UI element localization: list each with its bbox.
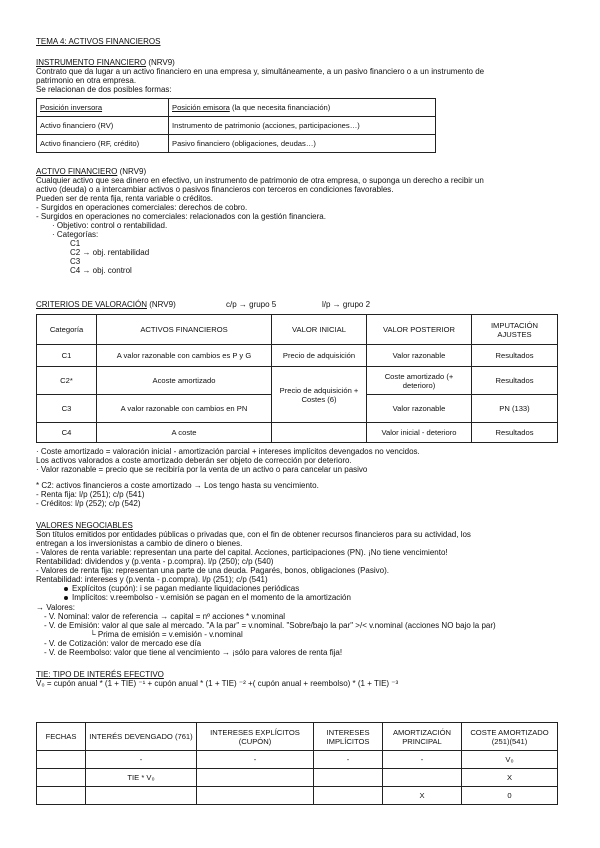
criterios-heading-line	[36, 300, 176, 309]
activo-category: C3	[70, 257, 81, 266]
activo-line: - Surgidos en operaciones comerciales: derechos de cobro.	[36, 203, 248, 212]
table-header-cell: Posición inversora	[37, 99, 169, 117]
criterios-note: - Renta fija: l/p (251); c/p (541)	[36, 490, 145, 499]
valores-heading: VALORES NEGOCIABLES	[36, 521, 133, 530]
table-header-cell: INTERESES EXPLÍCITOS (CUPÓN)	[197, 723, 314, 751]
table-cell	[197, 787, 314, 805]
table-cell: A valor razonable con cambios en PN	[97, 395, 272, 423]
instrumento-table	[36, 98, 436, 153]
instrumento-text-1: Contrato que da lugar a un activo financiero en una empresa y, simultáneamente, a un pasivo financiero o a un instrumento de	[36, 67, 485, 76]
activo-category: C2 → obj. rentabilidad	[70, 248, 150, 257]
table-cell: V₀	[462, 751, 558, 769]
valores-line: Rentabilidad: dividendos y (p.venta - p.compra). l/p (250); c/p (540)	[36, 557, 274, 566]
valores-line: - Valores de renta fija: representan una parte de una deuda. Pagarés, bonos, obligaciones (Pasivo).	[36, 566, 389, 575]
tie-formula: V₀ = cupón anual * (1 + TIE) ⁻¹ + cupón anual * (1 + TIE) ⁻² +( cupón anual + reembolso) * (1 + TIE) ⁻³	[36, 679, 399, 688]
activo-line: activo (deuda) o a intercambiar activos o pasivos financieros con terceros en condiciones favorables.	[36, 185, 394, 194]
table-cell: X	[462, 769, 558, 787]
table-header-cell: INTERÉS DEVENGADO (761)	[86, 723, 197, 751]
table-cell: -	[86, 751, 197, 769]
table-cell: C2*	[37, 367, 97, 395]
activo-category: C4 → obj. control	[70, 266, 132, 275]
table-row	[37, 751, 558, 769]
activo-line: · Categorías:	[52, 230, 99, 239]
table-cell: -	[314, 751, 383, 769]
activo-ref: (NRV9)	[119, 167, 147, 176]
criterios-note: · Coste amortizado = valoración inicial - amortización parcial + intereses implícitos devengados no vencidos.	[36, 447, 420, 456]
table-cell	[314, 787, 383, 805]
valores-line: Son títulos emitidos por entidades públicas o privadas que, con el fin de obtener recursos financieros para su actividad, los	[36, 530, 471, 539]
table-header-cell: FECHAS	[37, 723, 86, 751]
table-header-cell: AMORTIZACIÓN PRINCIPAL	[383, 723, 462, 751]
table-cell: PN (133)	[472, 395, 558, 423]
table-cell: Resultados	[472, 345, 558, 367]
activo-heading: ACTIVO FINANCIERO	[36, 167, 118, 176]
table-cell: Valor inicial - deterioro	[367, 423, 472, 443]
table-header-cell: ACTIVOS FINANCIEROS	[97, 315, 272, 345]
table-header-cell: COSTE AMORTIZADO (251)(541)	[462, 723, 558, 751]
table-cell: TIE * V₀	[86, 769, 197, 787]
table-cell: Instrumento de patrimonio (acciones, participaciones…)	[169, 117, 436, 135]
table-cell: Valor razonable	[367, 395, 472, 423]
activo-line: · Objetivo: control o rentabilidad.	[52, 221, 168, 230]
criterios-note: * C2: activos financieros a coste amortizado → Los tengo hasta su vencimiento.	[36, 481, 319, 490]
table-row	[37, 723, 558, 751]
criterios-note: Los activos valorados a coste amortizado deberán ser objeto de corrección por deterioro.	[36, 456, 352, 465]
valores-line: - V. de Cotización: valor de mercado ese día	[44, 639, 202, 648]
table-header-cell: VALOR POSTERIOR	[367, 315, 472, 345]
table-row	[37, 787, 558, 805]
valores-line: - V. Nominal: valor de referencia → capital = nº acciones * v.nominal	[44, 612, 286, 621]
tie-heading: TIE: TIPO DE INTERÉS EFECTIVO	[36, 670, 164, 679]
table-cell: C4	[37, 423, 97, 443]
table-cell	[37, 751, 86, 769]
valores-line: entregan a los inversionistas a cambio de dinero o bienes.	[36, 539, 243, 548]
table-row	[37, 345, 558, 367]
table-cell: Precio de adquisición	[272, 345, 367, 367]
table-cell: Precio de adquisición + Costes (6)	[272, 367, 367, 423]
instrumento-ref: (NRV9)	[148, 58, 175, 67]
table-cell: Coste amortizado (+ deterioro)	[367, 367, 472, 395]
table-cell: Activo financiero (RF, crédito)	[37, 135, 169, 153]
table-cell	[37, 769, 86, 787]
table-cell: C3	[37, 395, 97, 423]
page-title: TEMA 4: ACTIVOS FINANCIEROS	[36, 37, 161, 46]
table-cell: Acoste amortizado	[97, 367, 272, 395]
bullet-icon	[64, 587, 68, 591]
criterios-table	[36, 314, 558, 443]
criterios-heading: CRITERIOS DE VALORACIÓN	[36, 300, 147, 309]
criterios-note-cp: c/p → grupo 5	[226, 300, 277, 309]
table-cell	[383, 769, 462, 787]
valores-line: └ Prima de emisión = v.emisión - v.nominal	[90, 630, 243, 639]
table-cell: -	[383, 751, 462, 769]
activo-category: C1	[70, 239, 81, 248]
table-cell: A valor razonable con cambios es P y G	[97, 345, 272, 367]
activo-line: Cualquier activo que sea dinero en efectivo, un instrumento de patrimonio de otra empresa, o suponga un derecho a recibir un	[36, 176, 484, 185]
valores-line: - V. de Reembolso: valor que tiene al vencimiento → ¡sólo para valores de renta fija!	[44, 648, 343, 657]
table-row	[37, 769, 558, 787]
table-cell: X	[383, 787, 462, 805]
table-row	[37, 367, 558, 395]
instrumento-text-2: patrimonio en otra empresa.	[36, 76, 137, 85]
instrumento-heading: INSTRUMENTO FINANCIERO	[36, 58, 147, 67]
table-cell: Resultados	[472, 367, 558, 395]
criterios-note: - Créditos: l/p (252); c/p (542)	[36, 499, 141, 508]
table-cell	[314, 769, 383, 787]
table-header-cell: Categoría	[37, 315, 97, 345]
table-header-cell: VALOR INICIAL	[272, 315, 367, 345]
table-row	[37, 117, 436, 135]
table-header-cell: IMPUTACIÓN AJUSTES	[472, 315, 558, 345]
table-header-cell: Posición emisora (la que necesita financiación)	[169, 99, 436, 117]
table-cell: Valor razonable	[367, 345, 472, 367]
table-cell: 0	[462, 787, 558, 805]
table-cell: A coste	[97, 423, 272, 443]
activo-heading-line	[36, 167, 146, 176]
table-cell	[86, 787, 197, 805]
table-cell: C1	[37, 345, 97, 367]
valores-line: - Valores de renta variable: representan una parte del capital. Acciones, participaciones (PN). ¡No tiene vencimiento!	[36, 548, 448, 557]
table-row	[37, 423, 558, 443]
table-cell: Resultados	[472, 423, 558, 443]
criterios-note-lp: l/p → grupo 2	[322, 300, 371, 309]
table-cell	[197, 769, 314, 787]
instrumento-heading-line	[36, 58, 175, 67]
activo-line: Pueden ser de renta fija, renta variable o créditos.	[36, 194, 213, 203]
valores-bullet-line: Implícitos: v.reembolso - v.emisión se pagan en el momento de la amortización	[64, 593, 351, 602]
table-row	[37, 135, 436, 153]
valores-line: Rentabilidad: intereses y (p.venta - p.compra). l/p (251); c/p (541)	[36, 575, 268, 584]
valores-line: - V. de Emisión: valor al que sale al mercado. "A la par" = v.nominal. "Sobre/bajo la par" >/< v.nominal (acciones NO bajo la par)	[44, 621, 496, 630]
table-row	[37, 99, 436, 117]
valores-line: → Valores:	[36, 603, 75, 612]
instrumento-text-3: Se relacionan de dos posibles formas:	[36, 85, 172, 94]
tie-table	[36, 722, 558, 805]
activo-line: - Surgidos en operaciones no comerciales: relacionados con la gestión financiera.	[36, 212, 326, 221]
table-header-cell: INTERESES IMPLÍCITOS	[314, 723, 383, 751]
table-row	[37, 315, 558, 345]
table-cell: -	[197, 751, 314, 769]
criterios-note: · Valor razonable = precio que se recibiría por la venta de un activo o para cancelar un pasivo	[36, 465, 368, 474]
valores-bullet-line: Explícitos (cupón): i se pagan mediante liquidaciones periódicas	[64, 584, 299, 593]
table-cell: Activo financiero (RV)	[37, 117, 169, 135]
criterios-ref: (NRV9)	[149, 300, 176, 309]
table-cell	[37, 787, 86, 805]
bullet-icon	[64, 596, 68, 600]
table-cell	[272, 423, 367, 443]
table-cell: Pasivo financiero (obligaciones, deudas…)	[169, 135, 436, 153]
